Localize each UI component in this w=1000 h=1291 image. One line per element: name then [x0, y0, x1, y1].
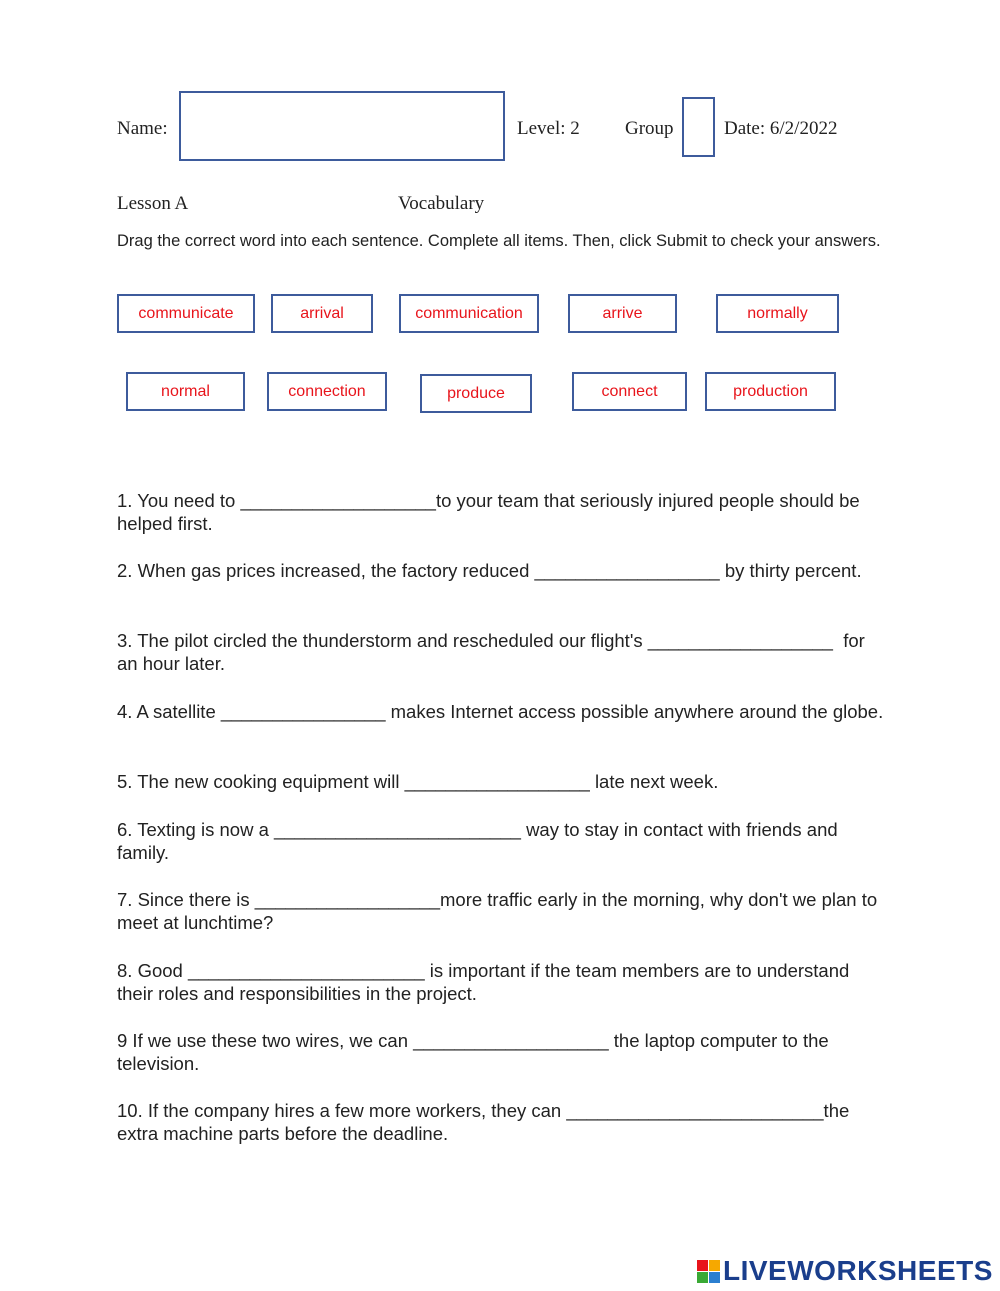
question-3: 3. The pilot circled the thunderstorm and rescheduled our flight's __________________ for an hour later.: [117, 630, 865, 674]
question-1: 1. You need to ___________________to your team that seriously injured people should be helped first.: [117, 490, 860, 534]
word-card[interactable]: arrival: [271, 294, 373, 333]
instructions: Drag the correct word into each sentence. Complete all items. Then, click Submit to check your answers.: [117, 232, 881, 250]
logo-blocks-icon: [697, 1260, 720, 1283]
word-card[interactable]: communicate: [117, 294, 255, 333]
date-label: Date: 6/2/2022: [724, 118, 838, 139]
word-card[interactable]: communication: [399, 294, 539, 333]
group-input-box[interactable]: [682, 97, 715, 157]
topic-label: Vocabulary: [398, 193, 485, 214]
question-9: 9 If we use these two wires, we can ___________________ the laptop computer to the television.: [117, 1030, 829, 1074]
question-4: 4. A satellite ________________ makes Internet access possible anywhere around the globe.: [117, 701, 884, 722]
name-label: Name:: [117, 118, 168, 139]
group-label: Group: [625, 118, 674, 139]
question-5: 5. The new cooking equipment will __________________ late next week.: [117, 771, 719, 792]
word-card[interactable]: normally: [716, 294, 839, 333]
logo-text: LIVEWORKSHEETS: [723, 1255, 993, 1286]
word-card[interactable]: arrive: [568, 294, 677, 333]
level-label: Level: 2: [517, 118, 580, 139]
lesson-label: Lesson A: [117, 193, 189, 214]
word-card[interactable]: connect: [572, 372, 687, 411]
word-card[interactable]: produce: [420, 374, 532, 413]
liveworksheets-logo: [697, 1254, 993, 1288]
question-6: 6. Texting is now a ________________________ way to stay in contact with friends and family.: [117, 819, 838, 863]
question-10: 10. If the company hires a few more workers, they can _________________________the extra machine parts before the deadline.: [117, 1100, 850, 1144]
word-card[interactable]: production: [705, 372, 836, 411]
word-card[interactable]: normal: [126, 372, 245, 411]
question-7: 7. Since there is __________________more traffic early in the morning, why don't we plan to meet at lunchtime?: [117, 889, 878, 933]
question-2: 2. When gas prices increased, the factory reduced __________________ by thirty percent.: [117, 560, 862, 581]
question-8: 8. Good _______________________ is important if the team members are to understand their roles and responsibilities in the project.: [117, 960, 850, 1004]
word-card[interactable]: connection: [267, 372, 387, 411]
name-input-box[interactable]: [179, 91, 505, 161]
